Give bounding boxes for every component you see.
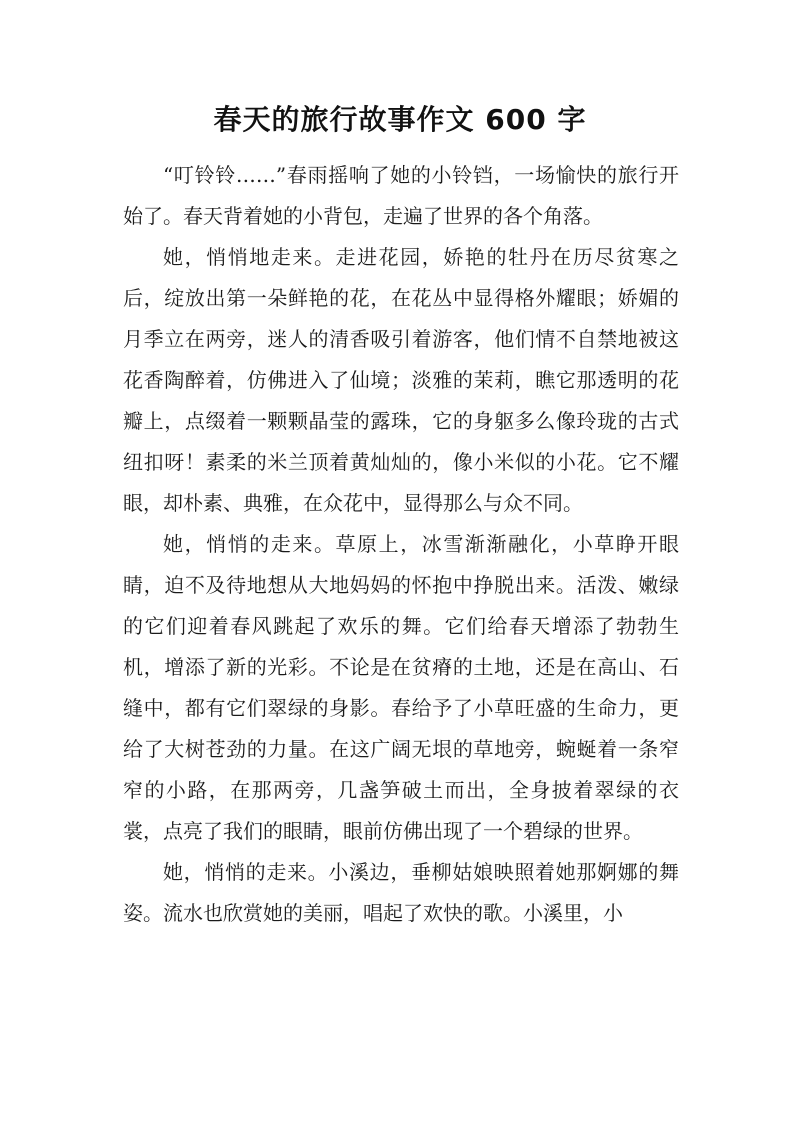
paragraph-1: “叮铃铃……”春雨摇响了她的小铃铛，一场愉快的旅行开始了。春天背着她的小背包，走遍了世界的各个角落。 xyxy=(123,163,679,228)
paragraph-2: 她，悄悄地走来。走进花园，娇艳的牡丹在历尽贫寒之后，绽放出第一朵鲜艳的花，在花丛中显得格外耀眼；娇媚的月季立在两旁，迷人的清香吸引着游客，他们情不自禁地被这花香陶醉着，仿佛进入了仙境；淡雅的茉莉，瞧它那透明的花瓣上，点缀着一颗颗晶莹的露珠，它的身躯多么像玲珑的古式纽扣呀！素柔的米兰顶着黄灿灿的，像小米似的小花。它不耀眼，却朴素、典雅，在众花中，显得那么与众不同。 xyxy=(123,245,679,515)
document-title: 春天的旅行故事作文 600 字 xyxy=(213,103,587,136)
document-body xyxy=(123,155,679,934)
paragraph-3: 她，悄悄的走来。草原上，冰雪渐渐融化，小草睁开眼睛，迫不及待地想从大地妈妈的怀抱中挣脱出来。活泼、嫩绿的它们迎着春风跳起了欢乐的舞。它们给春天增添了勃勃生机，增添了新的光彩。不论是在贫瘠的土地，还是在高山、石缝中，都有它们翠绿的身影。春给予了小草旺盛的生命力，更给了大树苍劲的力量。在这广阔无垠的草地旁，蜿蜒着一条窄窄的小路，在那两旁，几盏笋破土而出，全身披着翠绿的衣裳，点亮了我们的眼睛，眼前仿佛出现了一个碧绿的世界。 xyxy=(123,532,679,843)
paragraph-4: 她，悄悄的走来。小溪边，垂柳姑娘映照着她那婀娜的舞姿。流水也欣赏她的美丽，唱起了欢快的歌。小溪里，小 xyxy=(123,860,679,925)
